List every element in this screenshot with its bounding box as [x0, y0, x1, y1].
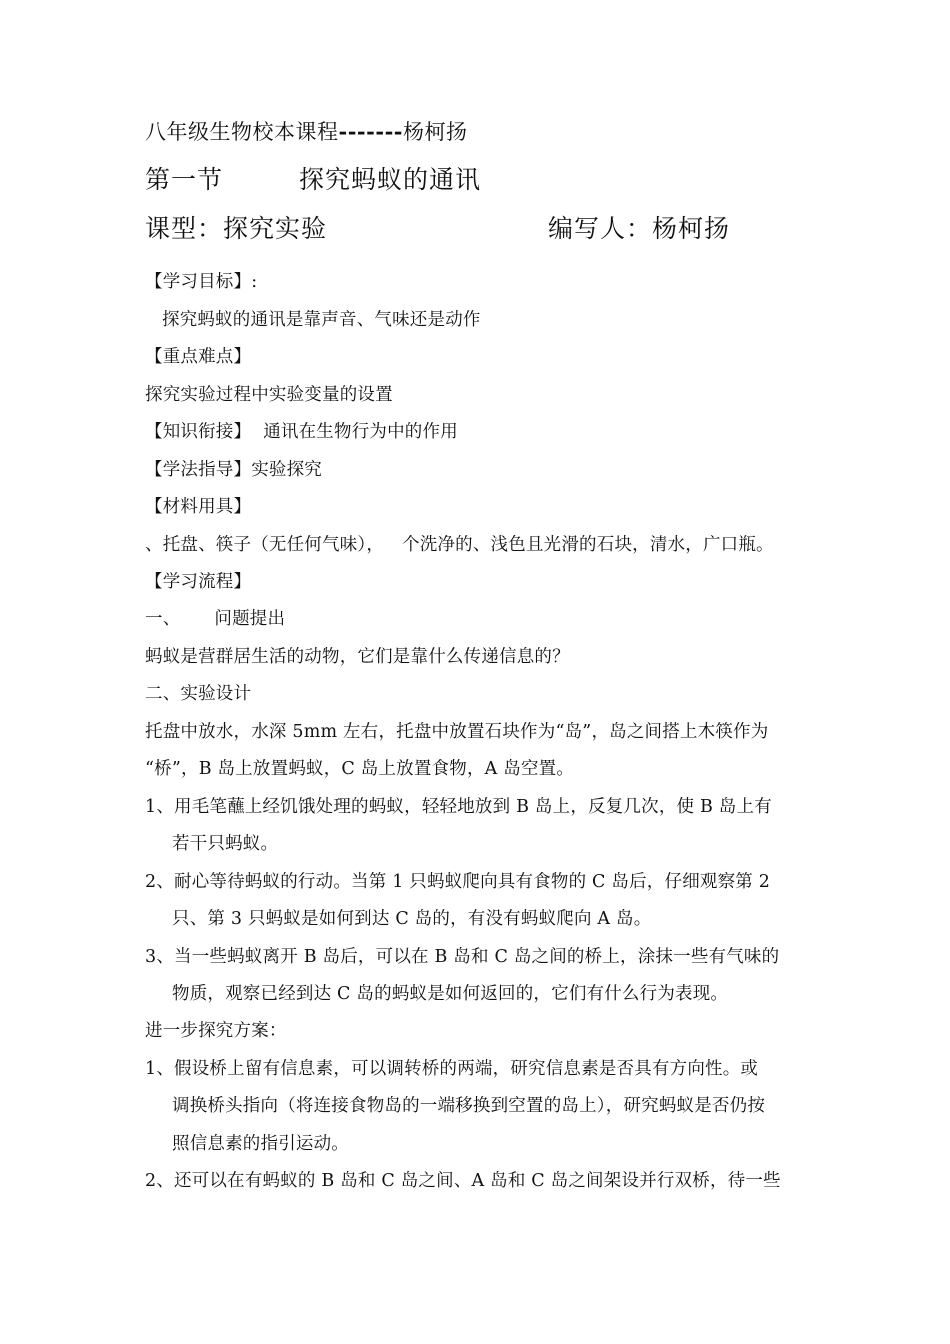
design-line-2: “桥”，B 岛上放置蚂蚁，C 岛上放置食物，A 岛空置。 — [145, 759, 575, 779]
section-one-heading — [145, 608, 285, 630]
section-heading — [145, 164, 481, 196]
materials-text — [145, 534, 774, 556]
method-guide — [145, 459, 322, 481]
method-heading: 【学法指导】 — [145, 460, 252, 480]
section-number: 第一节 — [145, 165, 224, 194]
method-text: 实验探究 — [251, 460, 323, 480]
section-one-text: 蚂蚁是营群居生活的动物，它们是靠什么传递信息的？ — [145, 647, 570, 667]
further-2-line-1: 2、还可以在有蚂蚁的 B 岛和 C 岛之间、A 岛和 C 岛之间架设并行双桥，待一些 — [145, 1171, 781, 1191]
title-dashes: ------- — [338, 119, 404, 144]
further-1-line-3: 照信息素的指引运动。 — [172, 1134, 349, 1154]
materials-heading: 【材料用具】 — [145, 497, 252, 517]
step-3-line-1: 3、当一些蚂蚁离开 B 岛后，可以在 B 岛和 C 岛之间的桥上，涂抹一些有气味的 — [145, 947, 780, 967]
knowledge-link — [145, 421, 458, 443]
course-author: 杨柯扬 — [403, 120, 468, 144]
step-1-line-1: 1、用毛笔蘸上经饥饿处理的蚂蚁，轻轻地放到 B 岛上，反复几次，使 B 岛上有 — [145, 797, 772, 817]
step-1-line-2: 若干只蚂蚁。 — [172, 834, 279, 854]
writer-label: 编写人：杨柯扬 — [548, 214, 731, 243]
materials-part-a: 、托盘、筷子（无任何气味）， — [145, 535, 385, 555]
section-one-title: 问题提出 — [214, 609, 286, 629]
step-2-line-2: 只、第 3 只蚂蚁是如何到达 C 岛的，有没有蚂蚁爬向 A 岛。 — [172, 909, 652, 929]
section-one-number: 一、 — [145, 609, 181, 629]
step-2-line-1: 2、耐心等待蚂蚁的行动。当第 1 只蚂蚁爬向具有食物的 C 岛后，仔细观察第 2 — [145, 872, 771, 892]
course-name: 八年级生物校本课程 — [145, 120, 339, 144]
step-3-line-2: 物质，观察已经到达 C 岛的蚂蚁是如何返回的，它们有什么行为表现。 — [172, 984, 729, 1004]
materials-part-b: 个洗净的、浅色且光滑的石块，清水，广口瓶。 — [402, 535, 774, 555]
further-heading: 进一步探究方案： — [145, 1021, 287, 1041]
course-title-line — [145, 118, 468, 146]
link-text: 通讯在生物行为中的作用 — [263, 422, 458, 442]
goal-text: 探究蚂蚁的通讯是靠声音、气味还是动作 — [162, 310, 481, 330]
flow-heading: 【学习流程】 — [145, 572, 252, 592]
design-line-1: 托盘中放水，水深 5mm 左右，托盘中放置石块作为“岛”，岛之间搭上木筷作为 — [145, 722, 769, 742]
section-title: 探究蚂蚁的通讯 — [299, 165, 482, 194]
key-text: 探究实验过程中实验变量的设置 — [145, 385, 393, 405]
further-1-line-1: 1、假设桥上留有信息素，可以调转桥的两端，研究信息素是否具有方向性。或 — [145, 1059, 759, 1079]
goal-heading: 【学习目标】: — [145, 272, 258, 292]
link-heading: 【知识衔接】 — [145, 422, 252, 442]
section-two-heading: 二、实验设计 — [145, 684, 252, 704]
further-1-line-2: 调换桥头指向（将连接食物岛的一端移换到空置的岛上），研究蚂蚁是否仍按 — [172, 1096, 766, 1116]
lesson-type: 课型：探究实验 — [145, 214, 328, 243]
key-heading: 【重点难点】 — [145, 347, 252, 367]
